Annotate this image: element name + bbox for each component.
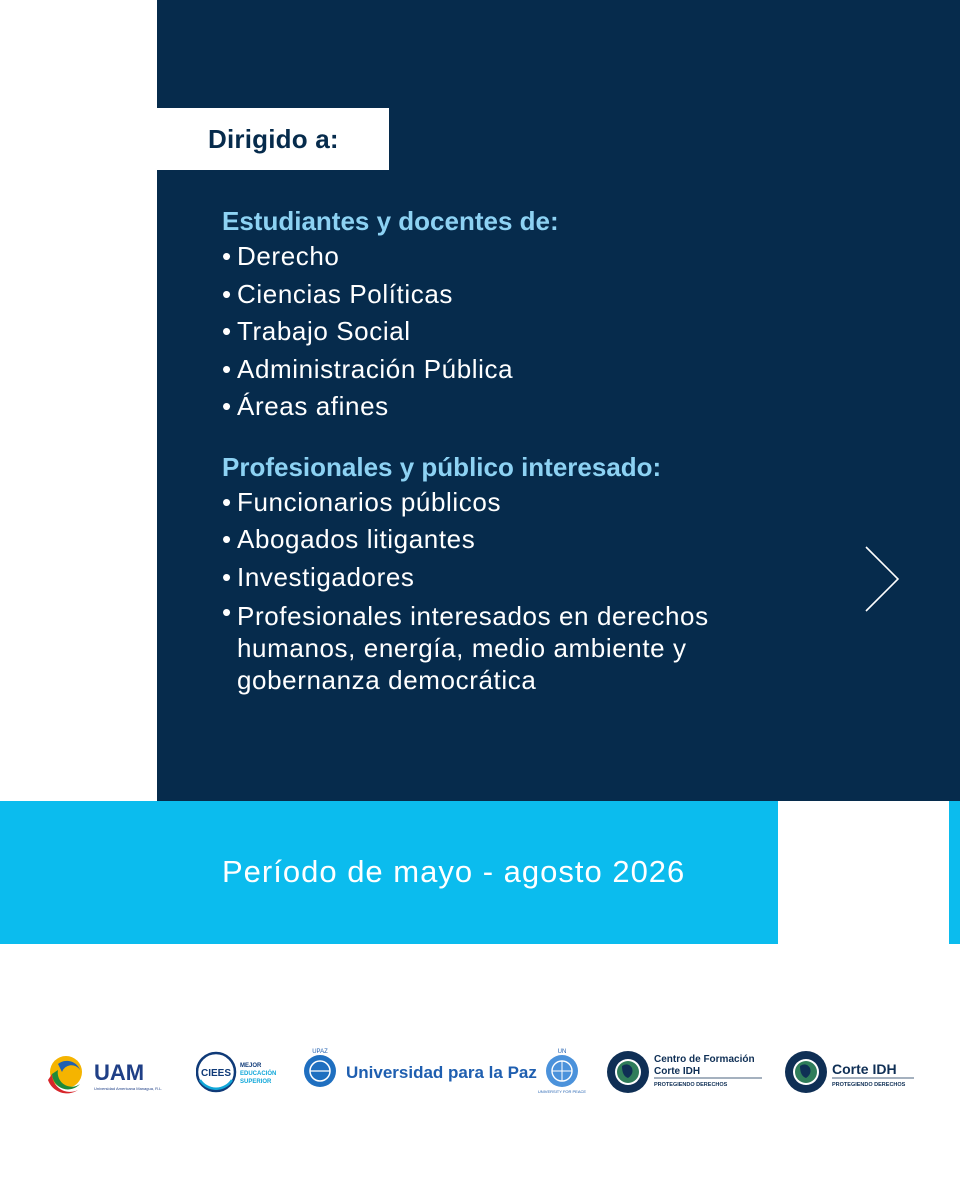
ciees-tag-3: SUPERIOR [240,1079,272,1085]
students-list [222,238,822,426]
cfcidh-line-3: PROTEGIENDO DERECHOS [654,1082,728,1088]
list-item: • Trabajo Social [222,316,411,346]
uam-logo [44,1040,162,1110]
upaz-un-top: UN [557,1049,567,1055]
period-band [0,801,778,944]
partner-logos [0,1040,960,1110]
list-item: • Áreas afines [222,391,389,421]
header-title: Dirigido a: [208,124,339,154]
upaz-un-bottom: UNIVERSITY FOR PEACE [537,1089,586,1094]
chevron-right-icon[interactable] [858,543,904,615]
cyan-edge-strip [949,801,960,944]
ciees-tag-1: MEJOR [240,1063,262,1069]
period-text: Período de mayo - agosto 2026 [222,854,686,889]
audience-content [222,204,822,696]
uam-logo-tagline: Universidad Americana Managua, R.L. [94,1086,162,1091]
upaz-logo [300,1040,586,1110]
cidh-logo [784,1040,918,1110]
header-tab [157,108,389,170]
list-item: • Derecho [222,241,340,271]
upaz-top-label: UPAZ [312,1049,328,1055]
upaz-logo-name: Universidad para la Paz [346,1063,537,1082]
ciees-logo [196,1040,278,1110]
ciees-tag-2: EDUCACIÓN [240,1071,277,1077]
list-item: • Funcionarios públicos [222,486,502,517]
list-item: • Abogados litigantes [222,524,476,554]
uam-logo-name: UAM [94,1060,145,1085]
ciees-logo-name: CIEES [200,1068,232,1079]
professionals-heading: Profesionales y público interesado: [222,451,662,482]
cfcidh-line-2: Corte IDH [654,1066,701,1077]
list-item: • Administración Pública [222,353,514,384]
cidh-line-2: PROTEGIENDO DERECHOS [832,1082,906,1088]
list-item: • Profesionales interesados en derechos humanos, energía, medio ambiente y gobernanza democrática [222,597,709,695]
cfcidh-logo [606,1040,766,1110]
students-heading: Estudiantes y docentes de: [222,206,559,236]
cidh-line-1: Corte IDH [832,1061,897,1077]
cfcidh-line-1: Centro de Formación [654,1054,755,1065]
list-item: • Investigadores [222,561,415,592]
list-item: • Ciencias Políticas [222,278,453,309]
professionals-list [222,484,822,697]
